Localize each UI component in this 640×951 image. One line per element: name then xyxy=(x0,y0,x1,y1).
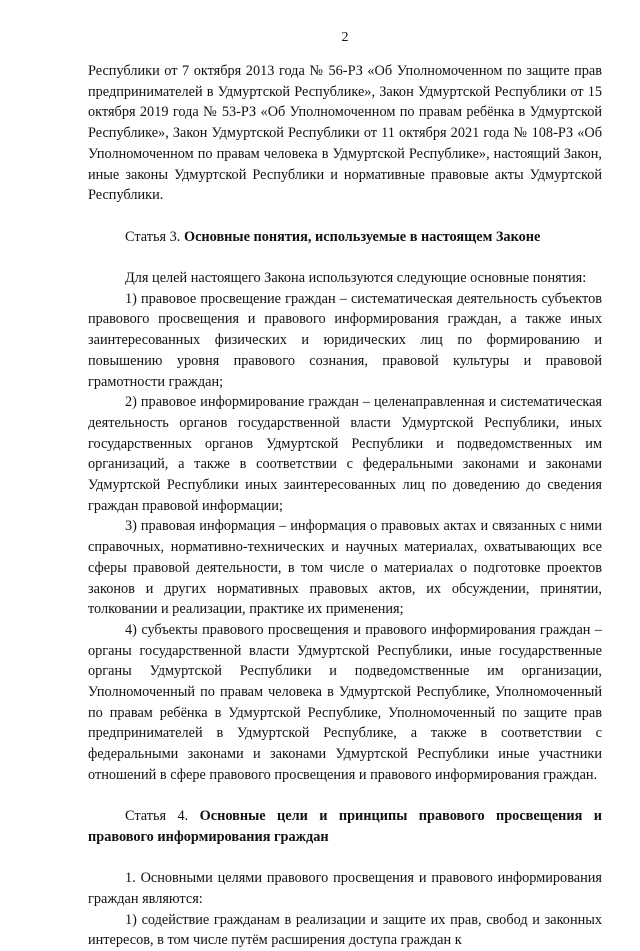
document-body xyxy=(88,61,602,951)
article-3-item-4: 4) субъекты правового просвещения и правового информирования граждан – органы государственной власти Удмуртской Республики, иные государственные органы Удмуртской Республики и подведомственные им организации, Уполномоченный по правам человека в Удмуртской Республике, Уполномоченный по правам ребёнка в Удмуртской Республике, Уполномоченный по защите прав предпринимателей в Удмуртской Республике, а также в соответствии с федеральными законами и законами Удмуртской Республики иные участники отношений в сфере правового просвещения и правового информирования граждан. xyxy=(88,621,602,783)
article-4-label: Статья 4. xyxy=(125,808,189,825)
article-3-item-1: 1) правовое просвещение граждан – систематическая деятельность субъектов правового просвещения и правового информирования граждан, а также иных заинтересованных физических и юридических лиц по формированию и повышению уровня правового сознания, правовой культуры и правовой грамотности граждан; xyxy=(88,290,602,390)
article-3-item-2: 2) правовое информирование граждан – целенаправленная и систематическая деятельность органов государственной власти Удмуртской Республики, иных государственных органов Удмуртской Республики и подведомственных им организаций, а также в соответствии с федеральными законами и законами Удмуртской Республики иных заинтересованных лиц по доведению до сведения граждан правовой информации; xyxy=(88,394,602,514)
article-3-label: Статья 3. xyxy=(125,228,181,245)
article-3-lead: Для целей настоящего Закона используются следующие основные понятия: xyxy=(125,270,587,286)
intro-paragraph: Республики от 7 октября 2013 года № 56-РЗ «Об Уполномоченном по защите прав предпринимателей в Удмуртской Республике», Закон Удмуртской Республики от 15 октября 2019 года № 53-РЗ «Об Уполномоченном по правам ребёнка в Удмуртской Республике», Закон Удмуртской Республики от 11 октября 2021 года № 108-РЗ «Об Уполномоченном по правам человека в Удмуртской Республике», настоящий Закон, иные законы Удмуртской Республики и нормативные правовые акты Удмуртской Республики. xyxy=(88,63,602,204)
article-3-heading xyxy=(88,227,602,248)
article-3-item-3: 3) правовая информация – информация о правовых актах и связанных с ними справочных, нормативно-технических и научных материалах, охватывающих все сферы правовой деятельности, в том числе о материалах о подготовке проектов законов и других нормативных правовых актов, их обсуждении, принятии, толковании и реализации, практике их применения; xyxy=(88,518,602,618)
article-4-subpoint-1: 1) содействие гражданам в реализации и защите их прав, свобод и законных интересов, в том числе путём расширения доступа граждан к xyxy=(88,911,602,949)
page-number: 2 xyxy=(341,30,349,45)
article-3-title: Основные понятия, используемые в настоящем Законе xyxy=(183,228,541,245)
article-4-title: Основные цели и принципы правового просвещения и правового информирования граждан xyxy=(88,808,603,845)
article-4-heading xyxy=(88,806,602,847)
article-4-point-1: 1. Основными целями правового просвещения и правового информирования граждан являются: xyxy=(88,870,602,908)
